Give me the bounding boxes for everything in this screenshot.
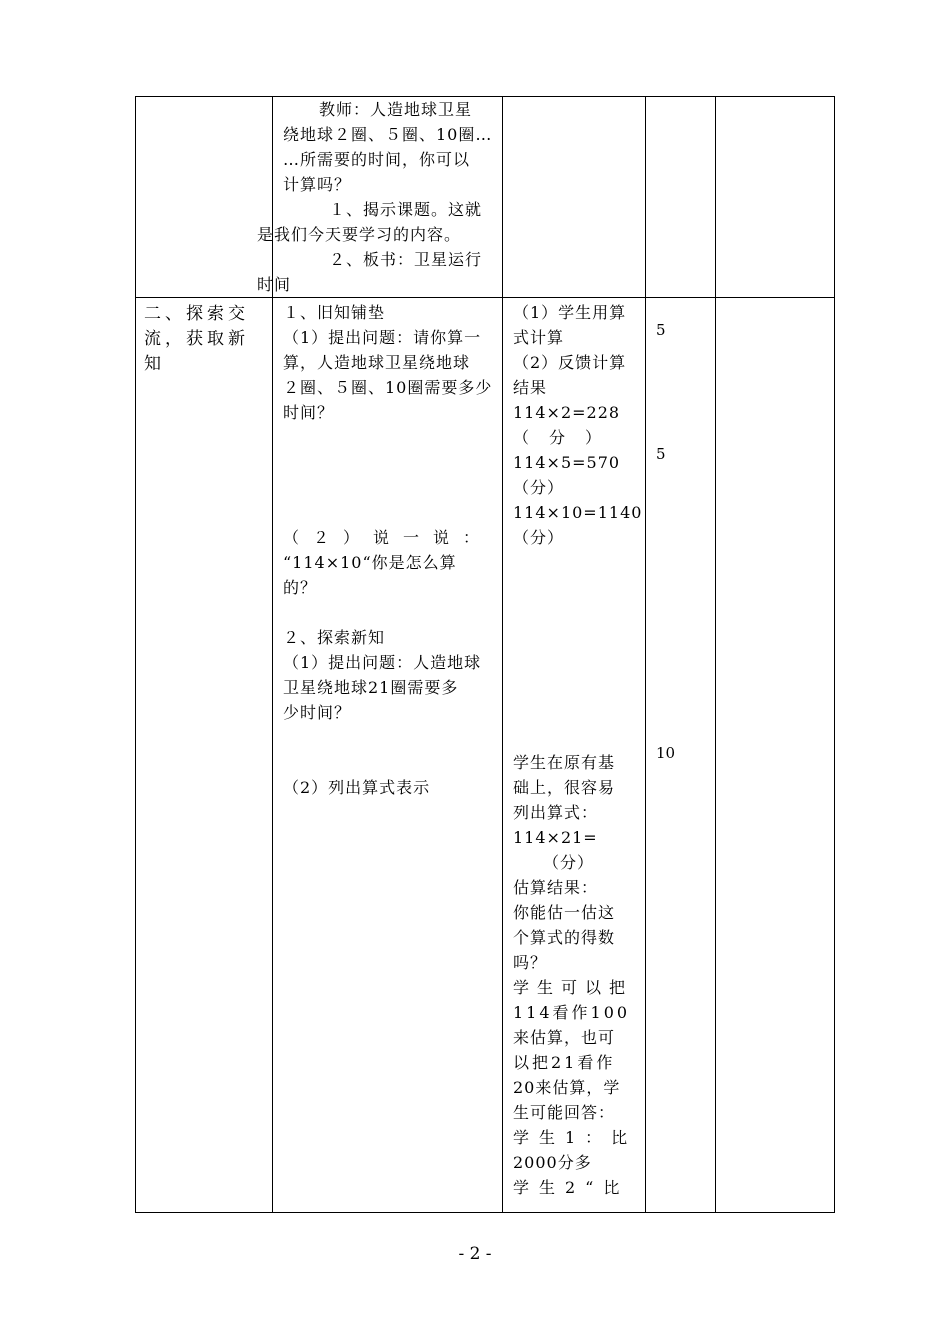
student-line: 式计算	[513, 328, 565, 347]
student-line: 114×21=	[513, 828, 598, 847]
teacher-line: 教师：人造地球卫星	[319, 100, 473, 119]
note-cell	[716, 97, 835, 298]
student-line: 生可能回答：	[513, 1103, 616, 1122]
student-line: 估算结果：	[513, 878, 599, 897]
student-line: 以把21看作	[513, 1053, 616, 1072]
table-row	[136, 298, 835, 1213]
student-line: （分）	[543, 853, 595, 872]
time-value: 5	[656, 321, 666, 339]
teacher-activity-cell	[273, 298, 503, 1213]
student-line: 列出算式：	[513, 803, 599, 822]
student-line: 114×5=570	[513, 453, 621, 472]
time-cell	[646, 298, 716, 1213]
student-line: 114×2=228	[513, 403, 621, 422]
teacher-activity-cell	[257, 97, 503, 298]
stage-cell-empty	[136, 97, 273, 298]
student-line: 114×10=1140	[513, 503, 643, 522]
student-line: 结果	[513, 378, 548, 397]
student-line: （1）学生用算	[513, 303, 627, 322]
student-line: （分）	[513, 428, 622, 447]
page-number: - 2 -	[458, 1244, 492, 1264]
teacher-line: 的？	[283, 578, 318, 597]
student-activity-cell	[503, 97, 646, 298]
student-line: 114看作100	[513, 1003, 631, 1022]
teacher-line: 是我们今天要学习的内容。	[257, 225, 462, 244]
student-line: 来估算，也可	[513, 1028, 616, 1047]
teacher-line: 少时间？	[283, 703, 352, 722]
time-cell	[646, 97, 716, 298]
teacher-line: 时间？	[283, 403, 335, 422]
student-line: 吗？	[513, 953, 548, 972]
table-row	[136, 97, 835, 298]
teacher-line: （1）提出问题：人造地球	[283, 653, 482, 672]
student-line: 20来估算，学	[513, 1078, 621, 1097]
student-line: 学生1：比	[513, 1128, 638, 1147]
note-cell	[716, 298, 835, 1213]
teacher-line: （1）提出问题：请你算一	[283, 328, 482, 347]
student-line: （分）	[513, 528, 565, 547]
student-line: 学生2“比	[513, 1178, 630, 1197]
teacher-line: ２、探索新知	[283, 628, 386, 647]
teacher-line: （2）列出算式表示	[283, 778, 431, 797]
teacher-line: …所需要的时间，你可以	[283, 150, 471, 169]
teacher-line: １、揭示课题。这就	[329, 200, 483, 219]
time-value: 10	[656, 744, 676, 762]
teacher-line: 算，人造地球卫星绕地球	[283, 353, 471, 372]
student-activity-cell	[503, 298, 646, 1213]
stage-title: 二、探索交流，获取新知	[144, 304, 249, 374]
student-line: （2）反馈计算	[513, 353, 627, 372]
student-line: 你能估一估这	[513, 903, 616, 922]
student-line: （分）	[513, 478, 565, 497]
teacher-line: “114×10“你是怎么算	[283, 553, 457, 572]
teacher-line: 卫星绕地球21圈需要多	[283, 678, 459, 697]
student-line: 础上，很容易	[513, 778, 616, 797]
teacher-line: 绕地球２圈、５圈、10圈…	[283, 125, 493, 144]
time-value: 5	[656, 445, 666, 463]
stage-cell	[136, 298, 273, 1213]
student-line: 学生可以把	[513, 978, 634, 997]
student-line: 学生在原有基	[513, 753, 616, 772]
teacher-line: 时间	[257, 275, 292, 294]
teacher-line: ２、板书：卫星运行	[329, 250, 483, 269]
student-line: 2000分多	[513, 1153, 592, 1172]
teacher-line: ２圈、５圈、10圈需要多少	[283, 378, 493, 397]
lesson-plan-table	[135, 96, 835, 1213]
teacher-line: 计算吗？	[283, 175, 352, 194]
student-line: 个算式的得数	[513, 928, 616, 947]
teacher-line: （２）说一说：	[283, 528, 494, 547]
teacher-line: １、旧知铺垫	[283, 303, 386, 322]
